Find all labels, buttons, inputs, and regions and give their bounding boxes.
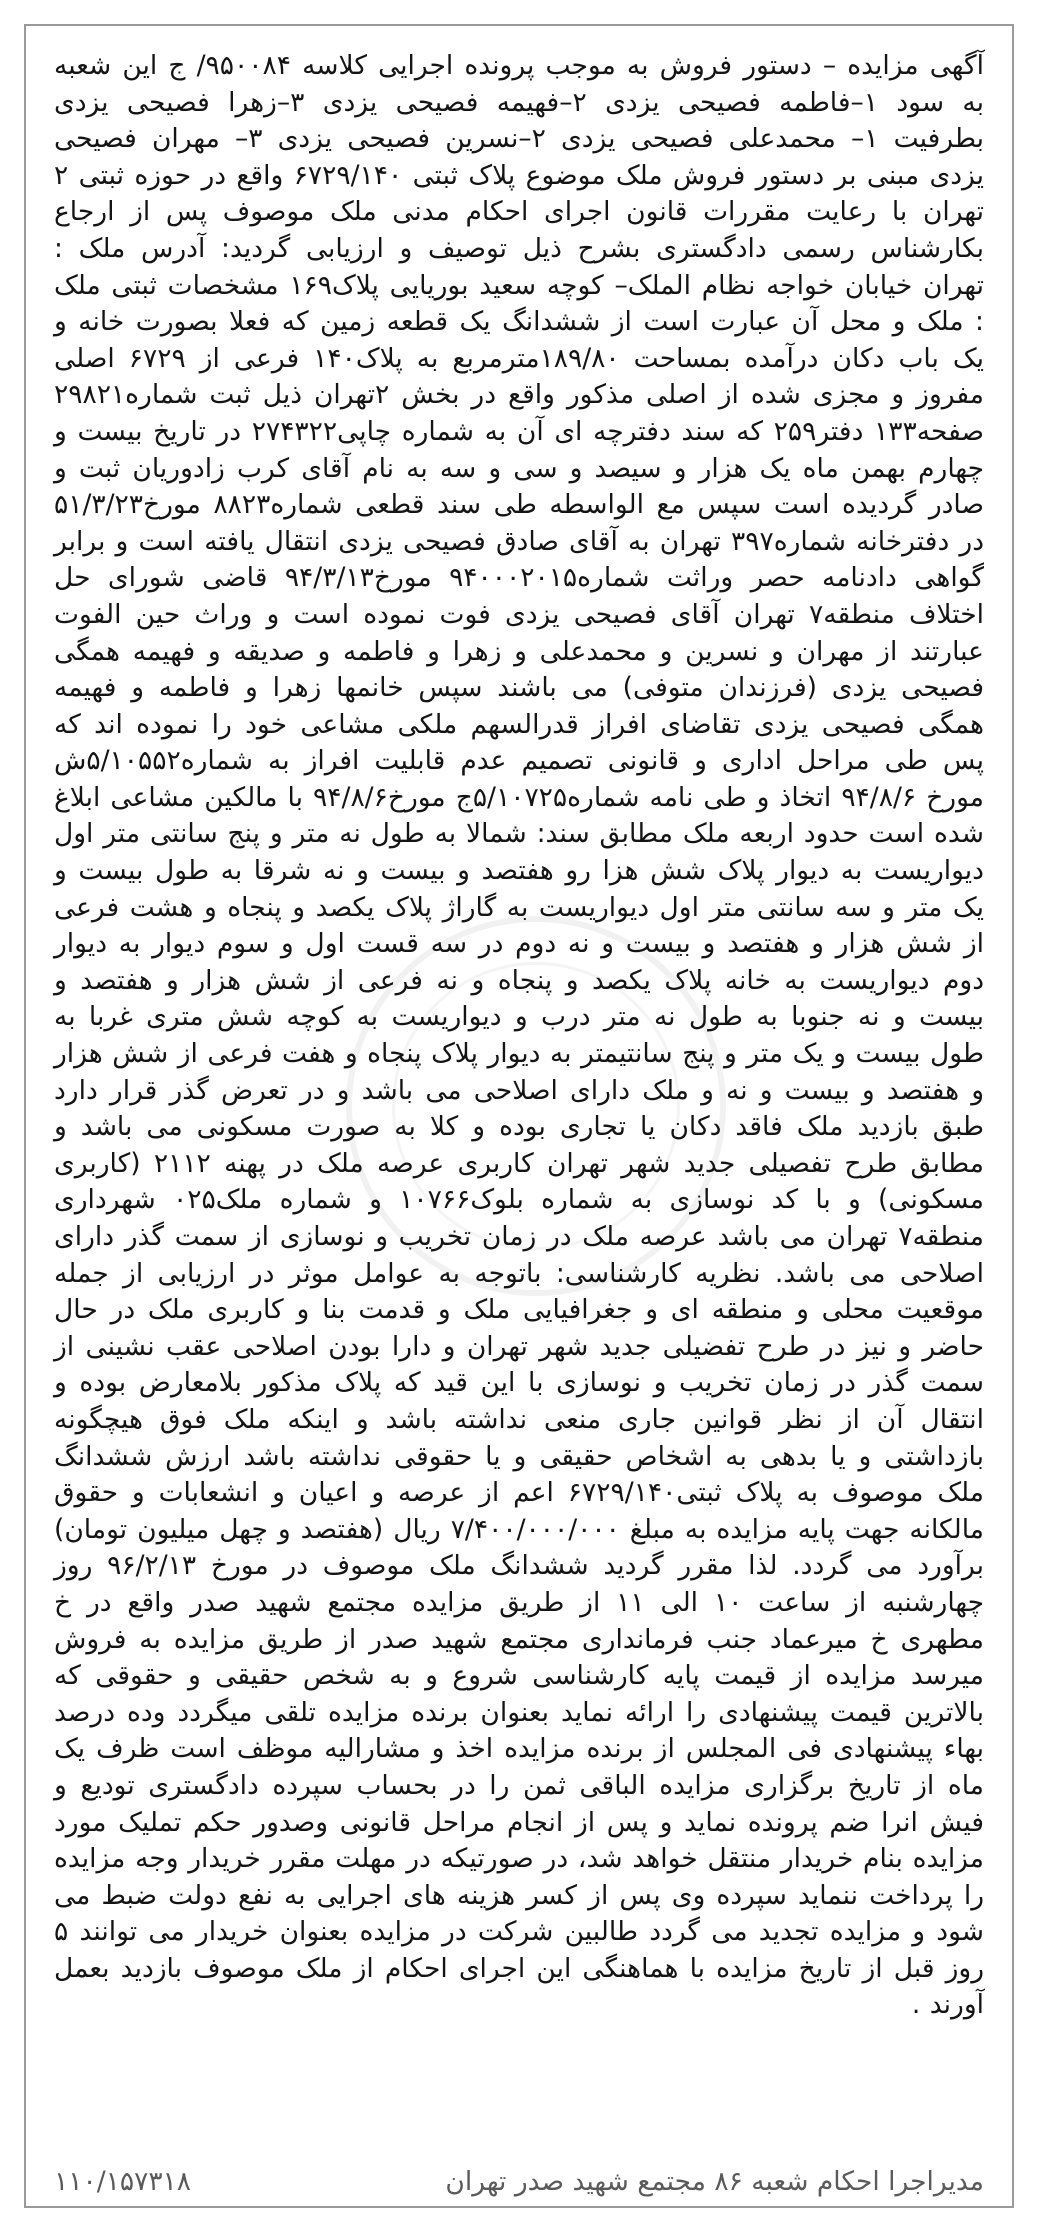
notice-footer	[54, 2164, 984, 2200]
notice-code: ۱۱۰/۱۵۷۳۱۸	[54, 2166, 192, 2197]
auction-notice-body: آگهی مزایده – دستور فروش به موجب پرونده اجرایی کلاسه ۹۵۰۰۸۴/ ج این شعبه به سود ۱–فاطمه فصیحی یزدی ۲–فهیمه فصیحی یزدی ۳–زهرا فصیحی یزدی بطرفیت ۱– محمدعلی فصیحی یزدی ۲–نسرین فصیحی یزدی ۳– مهران فصیحی یزدی مبنی بر دستور فروش ملک موضوع پلاک ثبتی ۶۷۲۹/۱۴۰ واقع در حوزه ثبتی ۲ تهران با رعایت مقررات قانون اجرای احکام مدنی ملک موصوف پس از ارجاع بکارشناس رسمی دادگستری بشرح ذیل توصیف و ارزیابی گردید: آدرس ملک : تهران خیابان خواجه نظام الملک– کوچه سعید بوریایی پلاک۱۶۹ مشخصات ثبتی ملک : ملک و محل آن عبارت است از ششدانگ یک قطعه زمین که فعلا بصورت خانه و یک باب دکان درآمده بمساحت ۱۸۹/۸۰مترمربع به پلاک۱۴۰ فرعی از ۶۷۲۹ اصلی مفروز و مجزی شده از اصلی مذکور واقع در بخش ۲تهران ذیل ثبت شماره۲۹۸۲۱ صفحه۱۳۳ دفتر۲۵۹ که سند دفترچه ای آن به شماره چاپی۲۷۴۳۲۲ در تاریخ بیست و چهارم بهمن ماه یک هزار و سیصد و سی و سه به نام آقای کرب زادوریان ثبت و صادر گردیده است سپس مع الواسطه طی سند قطعی شماره۸۸۲۳ مورخ۵۱/۳/۲۳ در دفترخانه شماره۳۹۷ تهران به آقای صادق فصیحی یزدی انتقال یافته است و برابر گواهی دادنامه حصر وراثت شماره۹۴۰۰۰۲۰۱۵ مورخ۹۴/۳/۱۳ قاضی شورای حل اختلاف منطقه۷ تهران آقای فصیحی یزدی فوت نموده است و وراث حین الفوت عبارتند از مهران و نسرین و محمدعلی و زهرا و فاطمه و صدیقه و فهیمه همگی فصیحی یزدی (فرزندان متوفی) می باشند سپس خانمها زهرا و فاطمه و فهیمه همگی فصیحی یزدی تقاضای افراز قدرالسهم ملکی مشاعی خود را نموده اند که پس طی مراحل اداری و قانونی تصمیم عدم قابلیت افراز به شماره۵/۱۰۵۵۲ش مورخ ۹۴/۸/۶ اتخاذ و طی نامه شماره۵/۱۰۷۲۵ج مورخ۹۴/۸/۶ با مالکین مشاعی ابلاغ شده است حدود اربعه ملک مطابق سند: شمالا به طول نه متر و پنج سانتی متر اول دیواریست به دیوار پلاک شش هزا رو هفتصد و بیست و نه شرقا به طول بیست و یک متر و سه سانتی متر اول دیواریست به گاراژ پلاک یکصد و پنجاه و هشت فرعی از شش هزار و هفتصد و بیست و نه دوم در سه قست اول و سوم دیوار به دیوار دوم دیواریست به خانه پلاک یکصد و پنجاه و نه فرعی از شش هزار و هفتصد و بیست و نه جنوبا به طول نه متر درب و دیواریست به کوچه شش متری غربا به طول بیست و یک متر و پنج سانتیمتر به دیوار پلاک پنجاه و هفت فرعی از شش هزار و هفتصد و بیست و نه و ملک دارای اصلاحی می باشد و در تعرض گذر قرار دارد طبق بازدید ملک فاقد دکان یا تجاری بوده و کلا به صورت مسکونی می باشد و مطابق طرح تفصیلی جدید شهر تهران کاربری عرصه ملک در پهنه ۲۱۱۲ (کاربری مسکونی) و با کد نوسازی به شماره بلوک۱۰۷۶۶ و شماره ملک۰۲۵ شهرداری منطقه۷ تهران می باشد عرصه ملک در زمان تخریب و نوسازی از سمت گذر دارای اصلاحی می باشد. نظریه کارشناسی: باتوجه به عوامل موثر در ارزیابی از جمله موقعیت محلی و منطقه ای و جغرافیایی ملک و قدمت بنا و کاربری ملک در حال حاضر و نیز در طرح تفضیلی جدید شهر تهران و دارا بودن اصلاحی عقب نشینی از سمت گذر در زمان تخریب و نوسازی با این قید که پلاک مذکور بلامعارض بوده و انتقال آن از نظر قوانین جاری منعی نداشته باشد و اینکه ملک فوق هیچگونه بازداشتی و یا بدهی به اشخاص حقیقی و یا حقوقی نداشته باشد ارزش ششدانگ ملک موصوف به پلاک ثبتی۶۷۲۹/۱۴۰ اعم از عرصه و اعیان و انشعابات و حقوق مالکانه جهت پایه مزایده به مبلغ ۷/۴۰۰/۰۰۰/۰۰۰ ریال (هفتصد و چهل میلیون تومان) برآورد می گردد. لذا مقرر گردید ششدانگ ملک موصوف در مورخ ۹۶/۲/۱۳ روز چهارشنبه از ساعت ۱۰ الی ۱۱ از طریق مزایده مجتمع شهید صدر واقع در خ مطهری خ میرعماد جنب فرمانداری مجتمع شهید صدر از طریق مزایده به فروش میرسد مزایده از قیمت پایه کارشناسی شروع و به شخص حقیقی و حقوقی که بالاترین قیمت پیشنهادی را ارائه نماید بعنوان برنده مزایده تلقی میگردد وده درصد بهاء پیشنهادی فی المجلس از برنده مزایده اخذ و مشارالیه موظف است ظرف یک ماه از تاریخ برگزاری مزایده الباقی ثمن را در بحساب سپرده دادگستری تودیع و فیش انرا ضم پرونده نماید و پس از انجام مراحل قانونی وصدور حکم تملیک مورد مزایده بنام خریدار منتقل خواهد شد، در صورتیکه در مهلت مقرر خریدار وجه مزایده را پرداخت ننماید سپرده وی پس از کسر هزینه های اجرایی به نفع دولت ضبط می شود و مزایده تجدید می گردد طالبین شرکت در مزایده بعنوان خریدار می توانند ۵ روز قبل از تاریخ مزایده با هماهنگی این اجرای احکام از ملک موصوف بازدید بعمل آورند .	[54, 50, 985, 2021]
issuer-signature: مدیراجرا احکام شعبه ۸۶ مجتمع شهید صدر تهران	[445, 2166, 984, 2197]
notice-frame	[24, 24, 1014, 2208]
